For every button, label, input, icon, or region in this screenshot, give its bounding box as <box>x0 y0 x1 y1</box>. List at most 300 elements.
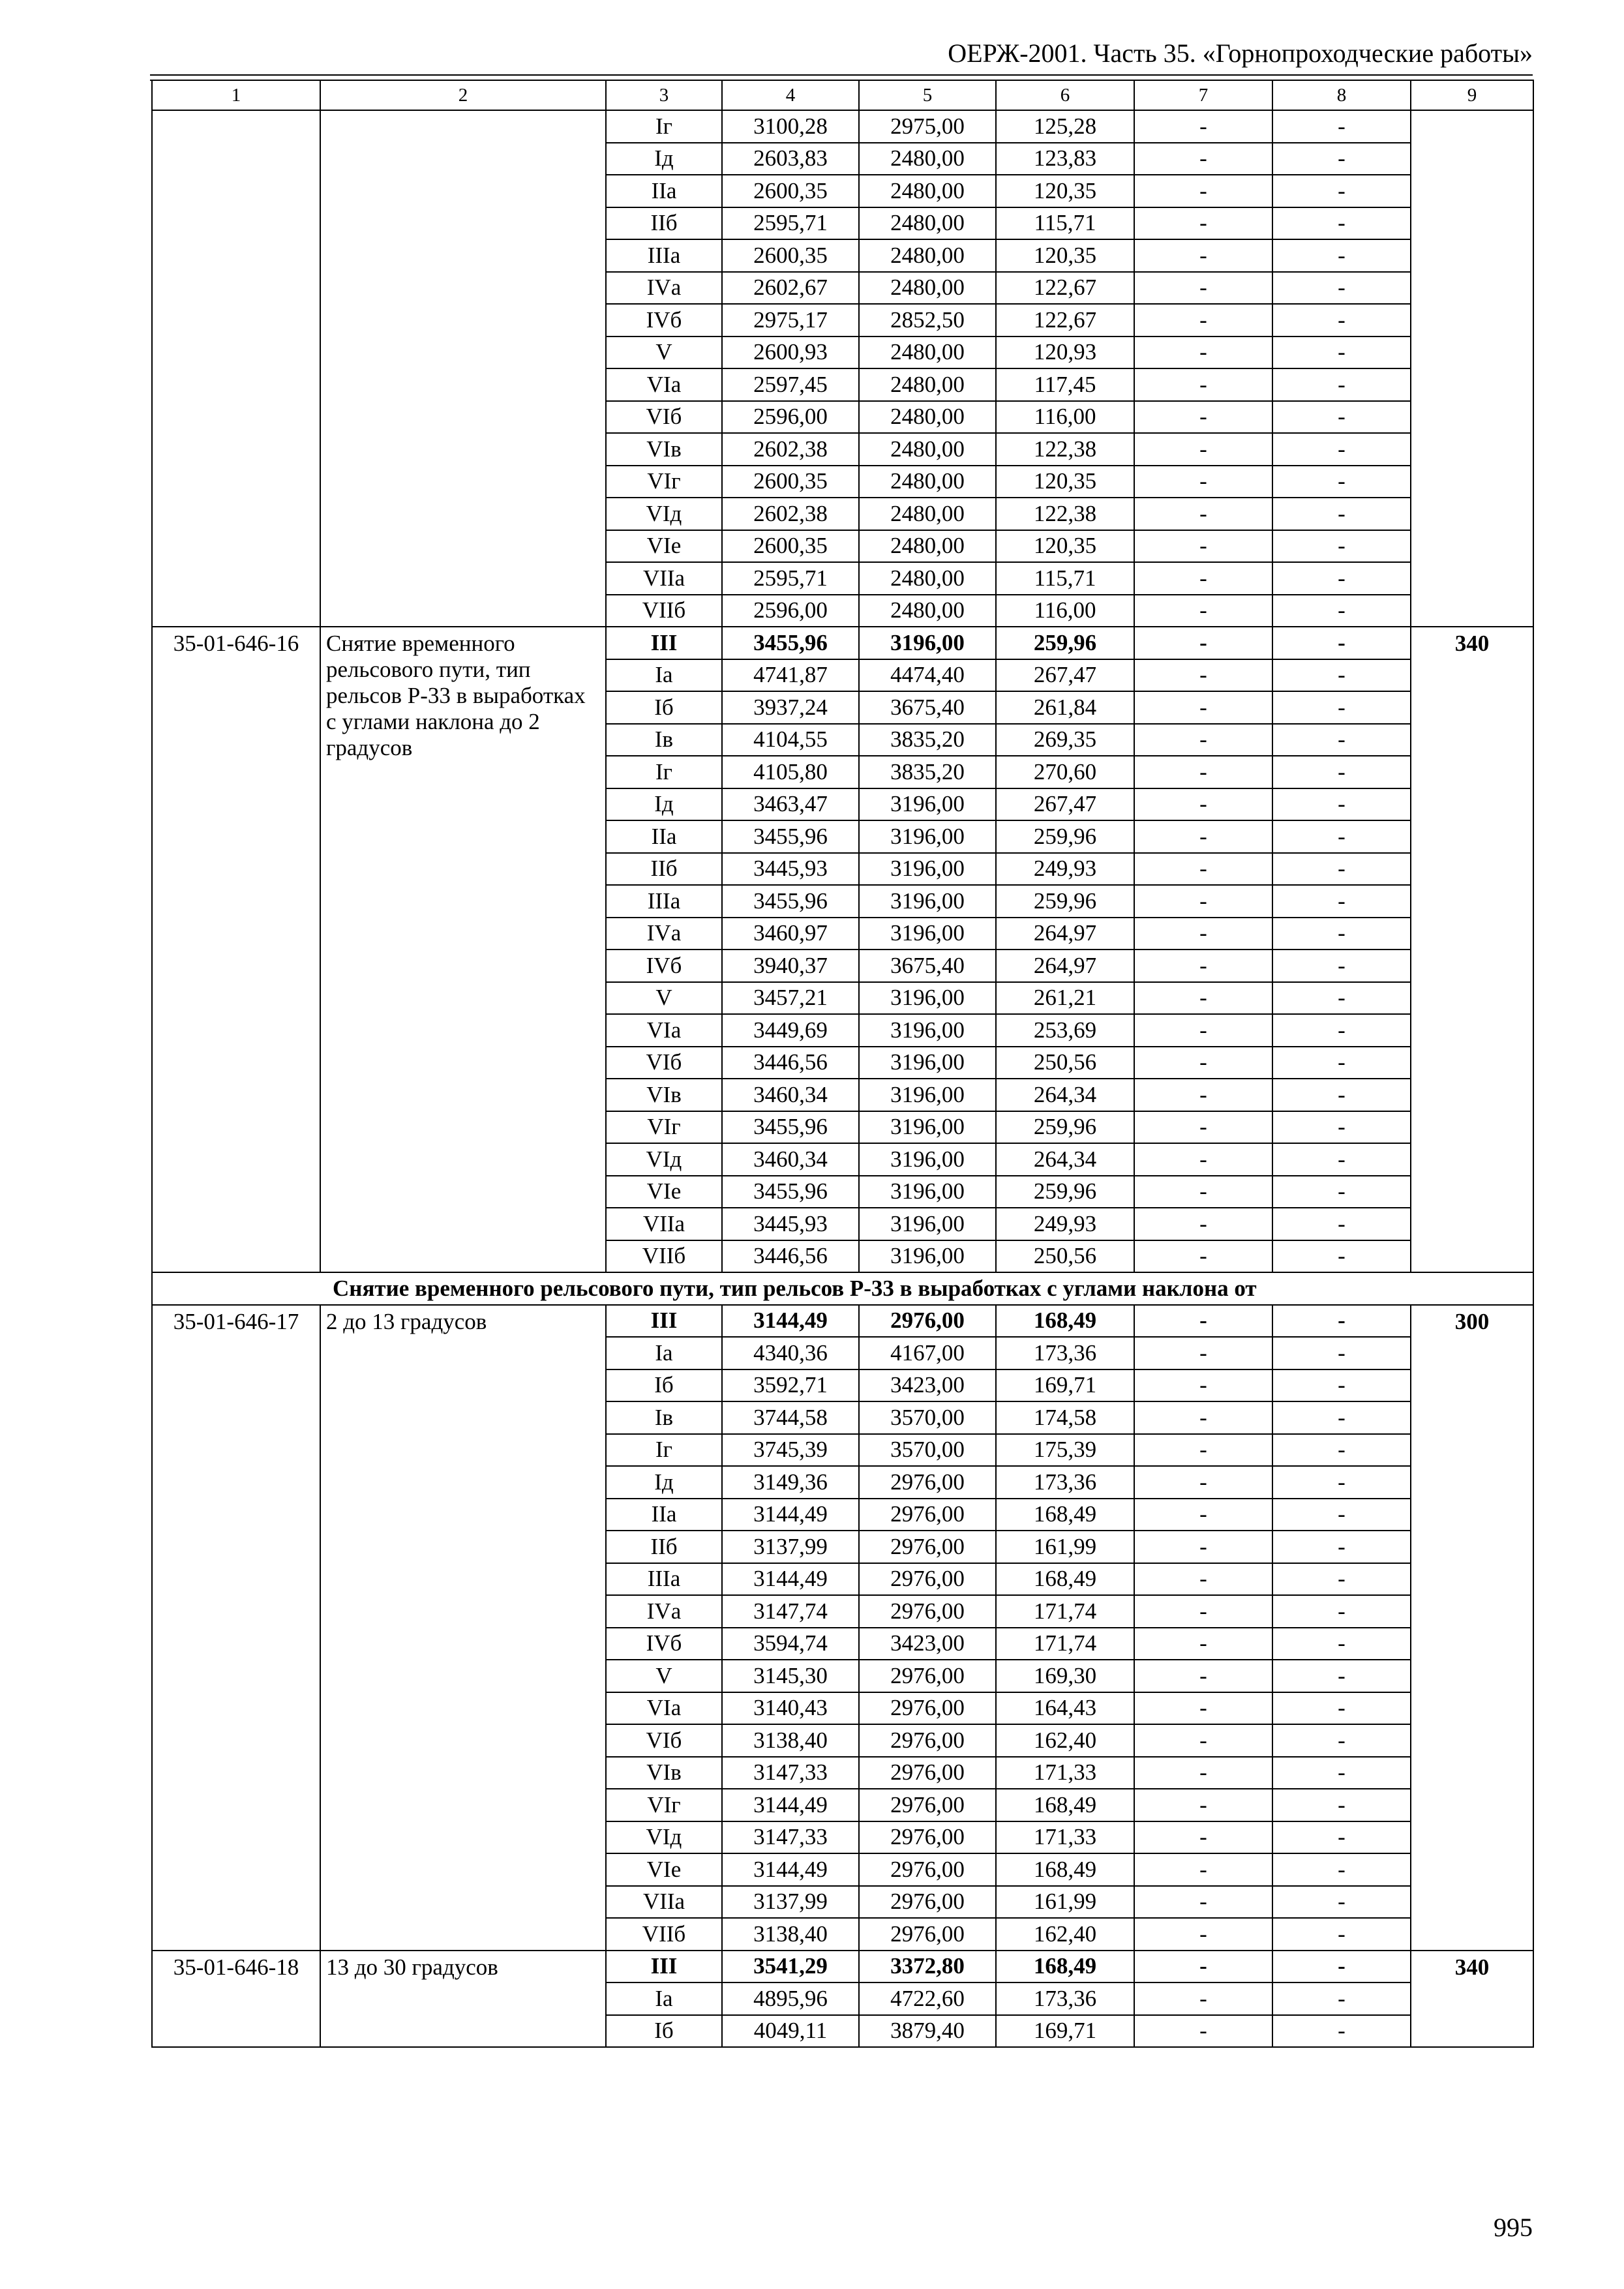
col8-cell: - <box>1272 401 1411 434</box>
total-cost-cell: 2600,35 <box>722 530 859 563</box>
running-header: ОЕРЖ-2001. Часть 35. «Горнопроходческие работы» <box>948 38 1533 68</box>
col7-cell: - <box>1134 1079 1272 1111</box>
machine-cost-cell: 249,93 <box>996 853 1134 886</box>
category-cell: IVа <box>606 272 722 305</box>
code-cell: 35-01-646-18 <box>152 1951 320 2048</box>
machine-cost-cell: 173,36 <box>996 1337 1134 1369</box>
labor-cost-cell: 4167,00 <box>859 1337 996 1369</box>
labor-cost-cell: 3196,00 <box>859 982 996 1015</box>
col7-cell: - <box>1134 885 1272 918</box>
machine-cost-cell: 264,97 <box>996 950 1134 982</box>
col8-cell: - <box>1272 1401 1411 1434</box>
machine-cost-cell: 174,58 <box>996 1401 1134 1434</box>
col8-cell: - <box>1272 530 1411 563</box>
category-cell: IIIа <box>606 239 722 272</box>
col7-cell: - <box>1134 982 1272 1015</box>
col7-cell: - <box>1134 2015 1272 2048</box>
col7-cell: - <box>1134 1208 1272 1240</box>
col7-cell: - <box>1134 1595 1272 1628</box>
machine-cost-cell: 161,99 <box>996 1886 1134 1919</box>
category-cell: VIе <box>606 1853 722 1886</box>
machine-cost-cell: 120,35 <box>996 530 1134 563</box>
table-row <box>152 1305 1533 1338</box>
col8-cell: - <box>1272 1305 1411 1338</box>
labor-cost-cell: 3196,00 <box>859 820 996 853</box>
col7-cell: - <box>1134 1757 1272 1789</box>
category-cell: Iд <box>606 1466 722 1499</box>
machine-cost-cell: 115,71 <box>996 207 1134 240</box>
col7-cell: - <box>1134 466 1272 498</box>
labor-cost-cell: 2480,00 <box>859 337 996 369</box>
category-cell: VIIа <box>606 1886 722 1919</box>
total-cost-cell: 3460,34 <box>722 1143 859 1176</box>
labor-cost-cell: 2480,00 <box>859 368 996 401</box>
col8-cell: - <box>1272 1176 1411 1208</box>
category-cell: VIд <box>606 1143 722 1176</box>
category-cell: VIв <box>606 433 722 466</box>
labor-cost-cell: 2976,00 <box>859 1789 996 1821</box>
labor-cost-cell: 2480,00 <box>859 239 996 272</box>
labor-cost-cell: 2480,00 <box>859 530 996 563</box>
total-cost-cell: 3592,71 <box>722 1369 859 1402</box>
total-cost-cell: 3446,56 <box>722 1047 859 1079</box>
col8-cell: - <box>1272 368 1411 401</box>
column-number-header: 2 <box>320 80 606 110</box>
col8-cell: - <box>1272 498 1411 530</box>
machine-cost-cell: 261,84 <box>996 691 1134 724</box>
col8-cell: - <box>1272 110 1411 143</box>
machine-cost-cell: 120,35 <box>996 239 1134 272</box>
machine-cost-cell: 259,96 <box>996 820 1134 853</box>
total-cost-cell: 3937,24 <box>722 691 859 724</box>
labor-cost-cell: 2976,00 <box>859 1466 996 1499</box>
labor-cost-cell: 2480,00 <box>859 595 996 627</box>
total-cost-cell: 4895,96 <box>722 1982 859 2015</box>
machine-cost-cell: 250,56 <box>996 1240 1134 1273</box>
description-cell: 13 до 30 градусов <box>320 1951 606 2048</box>
labor-cost-cell: 3570,00 <box>859 1434 996 1467</box>
labor-cost-cell: 2852,50 <box>859 304 996 337</box>
code-cell <box>152 110 320 627</box>
total-cost-cell: 2600,93 <box>722 337 859 369</box>
category-cell: Iд <box>606 143 722 175</box>
total-cost-cell: 4104,55 <box>722 724 859 756</box>
col7-cell: - <box>1134 304 1272 337</box>
total-cost-cell: 3455,96 <box>722 1111 859 1144</box>
total-cost-cell: 3100,28 <box>722 110 859 143</box>
machine-cost-cell: 168,49 <box>996 1499 1134 1531</box>
category-cell: IIб <box>606 207 722 240</box>
labor-cost-cell: 2976,00 <box>859 1531 996 1563</box>
col8-cell: - <box>1272 1660 1411 1692</box>
machine-cost-cell: 168,49 <box>996 1853 1134 1886</box>
total-cost-cell: 4049,11 <box>722 2015 859 2048</box>
col8-cell: - <box>1272 853 1411 886</box>
col7-cell: - <box>1134 1724 1272 1757</box>
col7-cell: - <box>1134 1240 1272 1273</box>
total-cost-cell: 3144,49 <box>722 1499 859 1531</box>
machine-cost-cell: 171,74 <box>996 1595 1134 1628</box>
description-cell: Снятие временного рельсового пути, тип рельсов Р-33 в выработках с углами наклона до 2 градусов <box>320 627 606 1272</box>
col7-cell: - <box>1134 820 1272 853</box>
page-number: 995 <box>1494 2213 1533 2242</box>
category-cell: VIд <box>606 498 722 530</box>
col8-cell: - <box>1272 175 1411 207</box>
col7-cell: - <box>1134 530 1272 563</box>
machine-cost-cell: 161,99 <box>996 1531 1134 1563</box>
col8-cell: - <box>1272 1208 1411 1240</box>
category-cell: III <box>606 1951 722 1983</box>
machine-cost-cell: 269,35 <box>996 724 1134 756</box>
col8-cell: - <box>1272 272 1411 305</box>
col7-cell: - <box>1134 175 1272 207</box>
total-cost-cell: 3455,96 <box>722 885 859 918</box>
category-cell: VIIа <box>606 1208 722 1240</box>
labor-cost-cell: 3423,00 <box>859 1369 996 1402</box>
machine-cost-cell: 259,96 <box>996 627 1134 659</box>
col7-cell: - <box>1134 1563 1272 1596</box>
col8-cell: - <box>1272 2015 1411 2048</box>
total-cost-cell: 3541,29 <box>722 1951 859 1983</box>
total-cost-cell: 3745,39 <box>722 1434 859 1467</box>
category-cell: V <box>606 982 722 1015</box>
total-cost-cell: 4340,36 <box>722 1337 859 1369</box>
machine-cost-cell: 169,71 <box>996 1369 1134 1402</box>
code-cell: 35-01-646-17 <box>152 1305 320 1951</box>
machine-cost-cell: 264,34 <box>996 1079 1134 1111</box>
total-cost-cell: 3138,40 <box>722 1724 859 1757</box>
col8-cell: - <box>1272 627 1411 659</box>
total-cost-cell: 2602,67 <box>722 272 859 305</box>
col7-cell: - <box>1134 1886 1272 1919</box>
total-cost-cell: 2602,38 <box>722 433 859 466</box>
category-cell: VIа <box>606 368 722 401</box>
column-number-header: 9 <box>1411 80 1533 110</box>
total-cost-cell: 3137,99 <box>722 1531 859 1563</box>
col7-cell: - <box>1134 627 1272 659</box>
column-number-header: 3 <box>606 80 722 110</box>
labor-cost-cell: 3879,40 <box>859 2015 996 2048</box>
machine-cost-cell: 162,40 <box>996 1918 1134 1951</box>
total-cost-cell: 3457,21 <box>722 982 859 1015</box>
col7-cell: - <box>1134 207 1272 240</box>
col7-cell: - <box>1134 950 1272 982</box>
col7-cell: - <box>1134 368 1272 401</box>
labor-cost-cell: 3196,00 <box>859 788 996 821</box>
labor-cost-cell: 4722,60 <box>859 1982 996 2015</box>
total-cost-cell: 3455,96 <box>722 1176 859 1208</box>
category-cell: VIг <box>606 1111 722 1144</box>
labor-cost-cell: 2975,00 <box>859 110 996 143</box>
rates-table <box>151 80 1534 2048</box>
col7-cell: - <box>1134 401 1272 434</box>
machine-cost-cell: 122,67 <box>996 304 1134 337</box>
col8-cell: - <box>1272 433 1411 466</box>
col8-cell: - <box>1272 1886 1411 1919</box>
total-cost-cell: 3463,47 <box>722 788 859 821</box>
labor-cost-cell: 2976,00 <box>859 1757 996 1789</box>
category-cell: VIIб <box>606 1918 722 1951</box>
col7-cell: - <box>1134 1531 1272 1563</box>
category-cell: VIIб <box>606 595 722 627</box>
col8-cell: - <box>1272 1918 1411 1951</box>
col7-cell: - <box>1134 1401 1272 1434</box>
col8-cell: - <box>1272 337 1411 369</box>
col8-cell: - <box>1272 820 1411 853</box>
col7-cell: - <box>1134 1369 1272 1402</box>
labor-cost-cell: 2480,00 <box>859 562 996 595</box>
category-cell: Iа <box>606 1982 722 2015</box>
total-cost-cell: 3455,96 <box>722 820 859 853</box>
col7-cell: - <box>1134 918 1272 950</box>
column9-cell: 340 <box>1411 627 1533 1272</box>
category-cell: IIа <box>606 820 722 853</box>
col8-cell: - <box>1272 788 1411 821</box>
labor-cost-cell: 2480,00 <box>859 433 996 466</box>
labor-cost-cell: 3196,00 <box>859 1143 996 1176</box>
category-cell: Iв <box>606 1401 722 1434</box>
machine-cost-cell: 270,60 <box>996 756 1134 788</box>
labor-cost-cell: 3196,00 <box>859 1014 996 1047</box>
col8-cell: - <box>1272 562 1411 595</box>
col7-cell: - <box>1134 433 1272 466</box>
col7-cell: - <box>1134 1014 1272 1047</box>
machine-cost-cell: 267,47 <box>996 788 1134 821</box>
category-cell: Iг <box>606 110 722 143</box>
labor-cost-cell: 2976,00 <box>859 1563 996 1596</box>
machine-cost-cell: 175,39 <box>996 1434 1134 1467</box>
col8-cell: - <box>1272 1724 1411 1757</box>
machine-cost-cell: 162,40 <box>996 1724 1134 1757</box>
labor-cost-cell: 2480,00 <box>859 207 996 240</box>
category-cell: IIб <box>606 1531 722 1563</box>
machine-cost-cell: 168,49 <box>996 1305 1134 1338</box>
col7-cell: - <box>1134 756 1272 788</box>
machine-cost-cell: 253,69 <box>996 1014 1134 1047</box>
col8-cell: - <box>1272 659 1411 692</box>
category-cell: VIе <box>606 530 722 563</box>
col7-cell: - <box>1134 853 1272 886</box>
category-cell: VIIб <box>606 1240 722 1273</box>
machine-cost-cell: 171,74 <box>996 1628 1134 1660</box>
machine-cost-cell: 249,93 <box>996 1208 1134 1240</box>
category-cell: IIIа <box>606 1563 722 1596</box>
machine-cost-cell: 169,71 <box>996 2015 1134 2048</box>
col8-cell: - <box>1272 1982 1411 2015</box>
machine-cost-cell: 120,35 <box>996 175 1134 207</box>
machine-cost-cell: 120,93 <box>996 337 1134 369</box>
col7-cell: - <box>1134 1143 1272 1176</box>
total-cost-cell: 3137,99 <box>722 1886 859 1919</box>
category-cell: VIб <box>606 1047 722 1079</box>
column9-cell: 300 <box>1411 1305 1533 1951</box>
labor-cost-cell: 2480,00 <box>859 175 996 207</box>
col8-cell: - <box>1272 1531 1411 1563</box>
labor-cost-cell: 2976,00 <box>859 1886 996 1919</box>
col7-cell: - <box>1134 1853 1272 1886</box>
labor-cost-cell: 3372,80 <box>859 1951 996 1983</box>
col8-cell: - <box>1272 1951 1411 1983</box>
labor-cost-cell: 3423,00 <box>859 1628 996 1660</box>
col7-cell: - <box>1134 1434 1272 1467</box>
machine-cost-cell: 264,34 <box>996 1143 1134 1176</box>
labor-cost-cell: 2976,00 <box>859 1853 996 1886</box>
category-cell: IIа <box>606 1499 722 1531</box>
col7-cell: - <box>1134 239 1272 272</box>
col8-cell: - <box>1272 1047 1411 1079</box>
machine-cost-cell: 168,49 <box>996 1563 1134 1596</box>
total-cost-cell: 2602,38 <box>722 498 859 530</box>
col7-cell: - <box>1134 595 1272 627</box>
labor-cost-cell: 3196,00 <box>859 1047 996 1079</box>
col7-cell: - <box>1134 1692 1272 1725</box>
col7-cell: - <box>1134 143 1272 175</box>
total-cost-cell: 2596,00 <box>722 401 859 434</box>
code-cell: 35-01-646-16 <box>152 627 320 1272</box>
machine-cost-cell: 267,47 <box>996 659 1134 692</box>
col7-cell: - <box>1134 788 1272 821</box>
labor-cost-cell: 3196,00 <box>859 885 996 918</box>
category-cell: VIб <box>606 1724 722 1757</box>
labor-cost-cell: 3196,00 <box>859 1240 996 1273</box>
machine-cost-cell: 259,96 <box>996 885 1134 918</box>
machine-cost-cell: 171,33 <box>996 1757 1134 1789</box>
total-cost-cell: 2600,35 <box>722 466 859 498</box>
col8-cell: - <box>1272 207 1411 240</box>
total-cost-cell: 4105,80 <box>722 756 859 788</box>
col7-cell: - <box>1134 1499 1272 1531</box>
col8-cell: - <box>1272 885 1411 918</box>
col8-cell: - <box>1272 1369 1411 1402</box>
col8-cell: - <box>1272 304 1411 337</box>
category-cell: III <box>606 627 722 659</box>
category-cell: VIд <box>606 1821 722 1854</box>
category-cell: VIа <box>606 1014 722 1047</box>
labor-cost-cell: 3196,00 <box>859 918 996 950</box>
column-number-header: 5 <box>859 80 996 110</box>
col7-cell: - <box>1134 337 1272 369</box>
category-cell: VIг <box>606 466 722 498</box>
total-cost-cell: 3460,97 <box>722 918 859 950</box>
col8-cell: - <box>1272 1853 1411 1886</box>
column-number-header: 8 <box>1272 80 1411 110</box>
total-cost-cell: 2595,71 <box>722 207 859 240</box>
machine-cost-cell: 122,67 <box>996 272 1134 305</box>
total-cost-cell: 3144,49 <box>722 1789 859 1821</box>
machine-cost-cell: 169,30 <box>996 1660 1134 1692</box>
category-cell: Iб <box>606 1369 722 1402</box>
total-cost-cell: 2603,83 <box>722 143 859 175</box>
col7-cell: - <box>1134 110 1272 143</box>
category-cell: Iа <box>606 1337 722 1369</box>
col8-cell: - <box>1272 239 1411 272</box>
col7-cell: - <box>1134 562 1272 595</box>
labor-cost-cell: 2976,00 <box>859 1692 996 1725</box>
category-cell: VIа <box>606 1692 722 1725</box>
total-cost-cell: 3594,74 <box>722 1628 859 1660</box>
category-cell: Iд <box>606 788 722 821</box>
category-cell: IVб <box>606 304 722 337</box>
labor-cost-cell: 3835,20 <box>859 724 996 756</box>
labor-cost-cell: 3675,40 <box>859 950 996 982</box>
category-cell: IVб <box>606 1628 722 1660</box>
col7-cell: - <box>1134 1305 1272 1338</box>
table-row <box>152 627 1533 659</box>
labor-cost-cell: 2976,00 <box>859 1499 996 1531</box>
labor-cost-cell: 2480,00 <box>859 498 996 530</box>
machine-cost-cell: 261,21 <box>996 982 1134 1015</box>
column-number-header: 7 <box>1134 80 1272 110</box>
machine-cost-cell: 168,49 <box>996 1789 1134 1821</box>
category-cell: III <box>606 1305 722 1338</box>
col7-cell: - <box>1134 659 1272 692</box>
table-row <box>152 1951 1533 1983</box>
labor-cost-cell: 3196,00 <box>859 627 996 659</box>
col8-cell: - <box>1272 1692 1411 1725</box>
machine-cost-cell: 264,97 <box>996 918 1134 950</box>
total-cost-cell: 4741,87 <box>722 659 859 692</box>
col8-cell: - <box>1272 1337 1411 1369</box>
labor-cost-cell: 3196,00 <box>859 1176 996 1208</box>
category-cell: IIIа <box>606 885 722 918</box>
col8-cell: - <box>1272 595 1411 627</box>
col7-cell: - <box>1134 1466 1272 1499</box>
machine-cost-cell: 122,38 <box>996 433 1134 466</box>
total-cost-cell: 3144,49 <box>722 1305 859 1338</box>
col8-cell: - <box>1272 1821 1411 1854</box>
total-cost-cell: 3940,37 <box>722 950 859 982</box>
machine-cost-cell: 173,36 <box>996 1466 1134 1499</box>
col7-cell: - <box>1134 1660 1272 1692</box>
total-cost-cell: 2597,45 <box>722 368 859 401</box>
column9-cell <box>1411 110 1533 627</box>
category-cell: VIб <box>606 401 722 434</box>
total-cost-cell: 3445,93 <box>722 853 859 886</box>
col8-cell: - <box>1272 1240 1411 1273</box>
machine-cost-cell: 250,56 <box>996 1047 1134 1079</box>
total-cost-cell: 3147,33 <box>722 1821 859 1854</box>
machine-cost-cell: 115,71 <box>996 562 1134 595</box>
col7-cell: - <box>1134 691 1272 724</box>
category-cell: Iг <box>606 756 722 788</box>
category-cell: Iа <box>606 659 722 692</box>
col7-cell: - <box>1134 1628 1272 1660</box>
labor-cost-cell: 3196,00 <box>859 1111 996 1144</box>
col7-cell: - <box>1134 1337 1272 1369</box>
col8-cell: - <box>1272 1595 1411 1628</box>
total-cost-cell: 2600,35 <box>722 239 859 272</box>
total-cost-cell: 3744,58 <box>722 1401 859 1434</box>
machine-cost-cell: 168,49 <box>996 1951 1134 1983</box>
table-row <box>152 110 1533 143</box>
total-cost-cell: 2600,35 <box>722 175 859 207</box>
category-cell: V <box>606 337 722 369</box>
col8-cell: - <box>1272 1757 1411 1789</box>
total-cost-cell: 3145,30 <box>722 1660 859 1692</box>
col7-cell: - <box>1134 498 1272 530</box>
col8-cell: - <box>1272 1628 1411 1660</box>
col8-cell: - <box>1272 1499 1411 1531</box>
labor-cost-cell: 2976,00 <box>859 1305 996 1338</box>
total-cost-cell: 3147,74 <box>722 1595 859 1628</box>
labor-cost-cell: 2480,00 <box>859 466 996 498</box>
category-cell: VIг <box>606 1789 722 1821</box>
machine-cost-cell: 120,35 <box>996 466 1134 498</box>
col7-cell: - <box>1134 1951 1272 1983</box>
total-cost-cell: 3455,96 <box>722 627 859 659</box>
category-cell: VIв <box>606 1079 722 1111</box>
total-cost-cell: 3147,33 <box>722 1757 859 1789</box>
